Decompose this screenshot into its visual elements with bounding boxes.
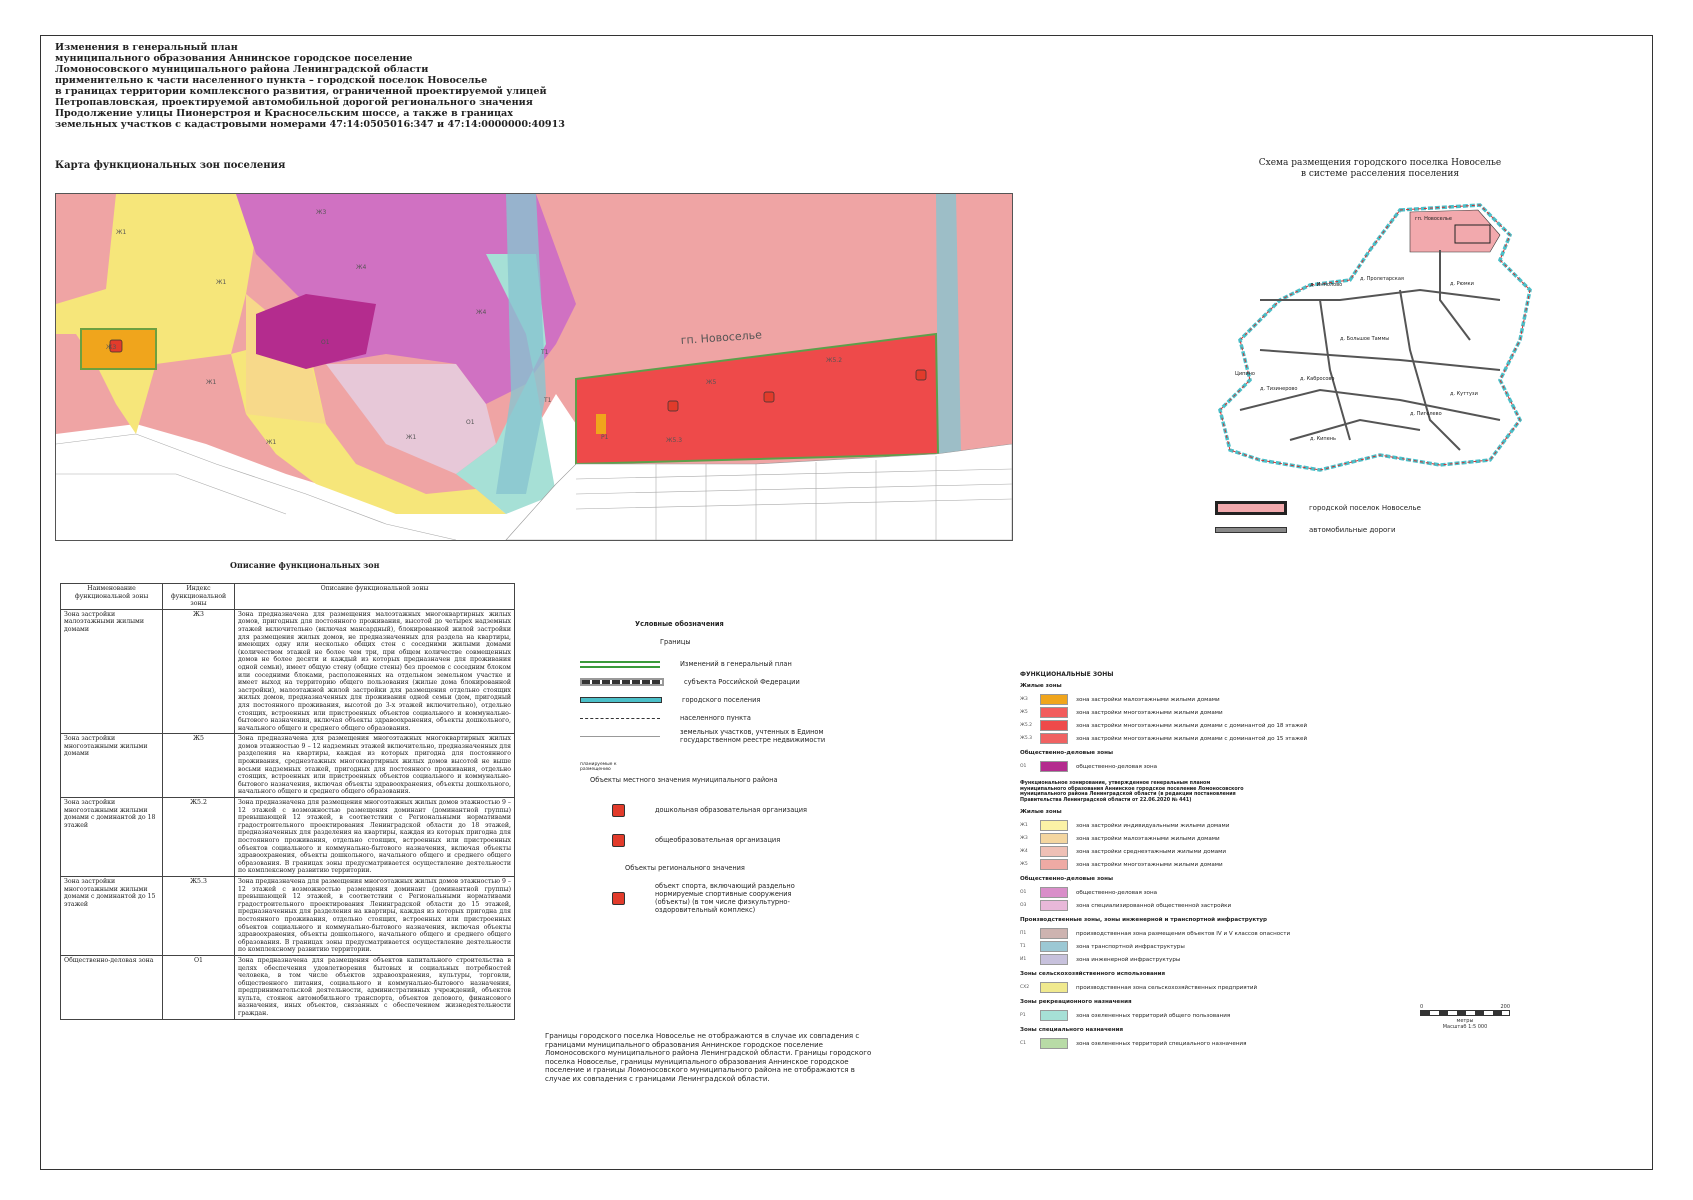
fz-item-swatch (1040, 954, 1068, 965)
map-zone-label: Ж1 (206, 379, 217, 386)
fz-item-label: зона инженерной инфраструктуры (1076, 956, 1181, 963)
legend-boundary-row (580, 710, 880, 726)
fz-item-swatch (1040, 900, 1068, 911)
title-line: в границах территории комплексного развития, ограниченной проектируемой улицей (55, 86, 547, 97)
fz-item (1020, 719, 1320, 732)
legend-boundary-label: субъекта Российской Федерации (684, 678, 800, 686)
title-line: Продолжение улицы Пионерстроя и Красносельским шоссе, а также в границах (55, 108, 513, 119)
schema-title-line1: Схема размещения городского поселка Новоселье (1258, 158, 1502, 168)
fz-item (1020, 981, 1320, 994)
fz-item-code: Ж3 (1020, 836, 1028, 841)
legend-settlement-swatch (1215, 501, 1287, 515)
map-place-label: гп. Новоселье (680, 328, 763, 347)
boundaries-note: Границы городского поселка Новоселье не отображаются в случае их совпадения с границами муниципального образования Аннинское городское поселение Ломоносовского муниципального района Ленинградской области. Границы городского поселка Новоселье, границы муниципального образования Аннинское городское поселение и границы Ломоносовского муниципального района не отображаются в случае их совпадения с границами Ленинградской области. (545, 1032, 872, 1083)
map-zone-label: Ж3 (106, 344, 117, 351)
fz-item (1020, 732, 1320, 745)
fz-item-swatch (1040, 982, 1068, 993)
fz-item-swatch (1040, 928, 1068, 939)
map-zone-label: Ж1 (406, 434, 417, 441)
legend-boundary-label: земельных участков, учтенных в Едином государственном реестре недвижимости (680, 728, 826, 744)
legend-boundary-swatch (580, 736, 660, 737)
fz-item (1020, 1009, 1320, 1022)
schema-title-line2: в системе расселения поселения (1300, 169, 1460, 179)
title-line: применительно к части населенного пункта – городской поселок Новоселье (55, 75, 488, 86)
fz-group-heading: Зоны специального назначения (1020, 1027, 1124, 1033)
fz-item (1020, 927, 1320, 940)
legend-boundary-label: Изменений в генеральный план (680, 660, 792, 668)
legend-object-row (580, 828, 880, 852)
legend-boundary-swatch (580, 697, 662, 703)
fz-item (1020, 845, 1320, 858)
legend-object-row (580, 798, 880, 822)
title-line: Изменения в генеральный план (55, 42, 238, 53)
schema-legend-row (1215, 519, 1421, 541)
fz-item-code: П1 (1020, 931, 1027, 936)
schema-village-label: д. Куттузи (1450, 391, 1478, 397)
fz-item-label: общественно-деловая зона (1076, 763, 1158, 770)
map-zone-label: Ж4 (476, 309, 487, 316)
fz-item-code: Ж4 (1020, 849, 1028, 854)
table-cell-index: Ж5.2 (163, 798, 235, 877)
legend-boundary-row (580, 674, 880, 690)
map-zone-label: Ж1 (116, 229, 127, 236)
fz-item-code: О1 (1020, 890, 1027, 895)
map-zone-label: О1 (321, 339, 330, 346)
sheet-title (55, 42, 655, 130)
fz-item-label: производственная зона сельскохозяйственных предприятий (1076, 984, 1258, 991)
fz-item-swatch (1040, 887, 1068, 898)
legend-boundary-row (580, 692, 880, 708)
map-zone-label: Ж1 (216, 279, 227, 286)
table-cell-text: Зона предназначена для размещения многоэтажных многоквартирных жилых домов этажностью 9 – 12 надземных этажей включительно, предназначенных для разделения на квартиры, каждая из которых пригодна для постоянного проживания, среднеэтажных многоквартирных жилых домов высотой не выше восьми надземных этажей, пригодных для постоянного проживания, отдельно стоящих, встроенных или пристроенных объектов социального и коммунально-бытового назначения, включая объекты здравоохранения, объекты дошкольного, начального общего и среднего общего образования. (235, 734, 515, 798)
legend-boundary-row (580, 728, 880, 744)
title-line: Петропавловская, проектируемой автомобильной дорогой регионального значения (55, 97, 533, 108)
fz-item-label: зона застройки малоэтажными жилыми домами (1076, 835, 1220, 842)
fz-item-label: зона застройки индивидуальными жилыми домами (1076, 822, 1230, 829)
legend-object-row (580, 882, 880, 914)
legend-boundary-swatch (580, 718, 660, 719)
legend-boundary-row (580, 656, 880, 672)
map-zone-label: Ж5.2 (826, 357, 843, 364)
fz-item-label: зона застройки многоэтажными жилыми домами с доминантой до 15 этажей (1076, 735, 1308, 742)
map-zone-label: Т1 (544, 397, 552, 404)
title-line: земельных участков с кадастровыми номерами 47:14:0505016:347 и 47:14:0000000:40913 (55, 119, 565, 130)
map-caption: Карта функциональных зон поселения (55, 160, 286, 171)
map-zone-label: Ж3 (316, 209, 327, 216)
legend-boundary-swatch (580, 678, 664, 686)
object-marker-icon (612, 834, 625, 847)
fz-group-heading: Общественно-деловые зоны (1020, 876, 1114, 882)
legend-road-swatch (1215, 527, 1287, 533)
fz-item (1020, 832, 1320, 845)
table-cell-name: Зона застройки многоэтажными жилыми домами (61, 734, 163, 798)
fz-item-swatch (1040, 941, 1068, 952)
fz-item-label: зона застройки многоэтажными жилыми домами (1076, 709, 1223, 716)
legend-boundary-label: городского поселения (682, 696, 761, 704)
table-row (61, 876, 515, 955)
fz-item-label: зона озелененных территорий специального назначения (1076, 1040, 1247, 1047)
table-cell-index: О1 (163, 955, 235, 1019)
schema-village-label: д. Тизинерово (1260, 386, 1298, 392)
map-zone-label: О1 (466, 419, 475, 426)
fz-note: Функциональное зонирование, утвержденное генеральным планом муниципального образования Аннинское городское поселение Ломоносовского муниципального района Ленинградской области (в редакции постановления Правительства Ленинградской области от 22.06.2020 № 441) (1020, 781, 1244, 803)
schema-legend (1215, 497, 1421, 541)
schema-village-label: д. Пролетарская (1360, 276, 1404, 282)
legend-boundary-swatch (580, 661, 660, 668)
fz-item (1020, 886, 1320, 899)
fz-item-code: С1 (1020, 1041, 1027, 1046)
fz-item-swatch (1040, 707, 1068, 718)
zone-small-orange (596, 414, 606, 434)
fz-item (1020, 706, 1320, 719)
fz-item-label: общественно-деловая зона (1076, 889, 1158, 896)
table-cell-text: Зона предназначена для размещения многоэтажных жилых домов этажностью 9 – 12 этажей с возможностью размещения доминант (доминантной группы) превышающей 12 этажей, в соответствии с Региональными нормативами градостроительного проектирования Ленинградской области до 18 этажей, предназначенных для разделения на квартиры, каждая из которых пригодна для постоянного проживания, отдельно стоящих, встроенных или пристроенных объектов социального и коммунально-бытового назначения, включая объекты здравоохранения, объекты дошкольного, начального общего и среднего общего образования. В границах зоны предусматривается осуществление деятельности по комплексному развитию территории. (235, 798, 515, 877)
fz-item-label: зона застройки малоэтажными жилыми домами (1076, 696, 1220, 703)
table-row (61, 609, 515, 734)
fz-item-label: производственная зона размещения объектов IV и V классов опасности (1076, 930, 1291, 937)
scale-zero: 0 (1420, 1004, 1424, 1010)
scale-graphic (1420, 1010, 1510, 1016)
schema-village-label: д. Кабросово (1300, 376, 1335, 382)
fz-item (1020, 760, 1320, 773)
fz-item (1020, 940, 1320, 953)
fz-item-code: О3 (1020, 903, 1027, 908)
fz-item-label: зона специализированной общественной застройки (1076, 902, 1232, 909)
fz-item (1020, 858, 1320, 871)
scale-unit: метры (1456, 1018, 1474, 1024)
table-row (61, 955, 515, 1019)
map-legend (580, 620, 880, 920)
fz-group-heading: Общественно-деловые зоны (1020, 750, 1114, 756)
map-zone-label: Т1 (541, 349, 549, 356)
fz-item-swatch (1040, 846, 1068, 857)
title-line: Ломоносовского муниципального района Ленинградской области (55, 64, 429, 75)
fz-item-swatch (1040, 820, 1068, 831)
fz-group-heading: Зоны рекреационного назначения (1020, 999, 1132, 1005)
table-header-row (61, 584, 515, 610)
fz-item (1020, 1037, 1320, 1050)
scale-bar (1420, 1004, 1510, 1030)
legend-object-label: дошкольная образовательная организация (655, 806, 807, 814)
zones-description-table (60, 583, 515, 1020)
fz-item (1020, 899, 1320, 912)
fz-item-code: Р1 (1020, 1013, 1026, 1018)
scale-ratio: Масштаб 1:5 000 (1442, 1024, 1488, 1030)
fz-item-label: зона транспортной инфраструктуры (1076, 943, 1185, 950)
legend-boundaries-title: Границы (660, 638, 691, 646)
table-cell-text: Зона предназначена для размещения многоэтажных жилых домов этажностью 9 – 12 этажей с возможностью размещения доминант (доминантной группы) превышающей 12 этажей, в соответствии с Региональными нормативами градостроительного проектирования Ленинградской области до 15 этажей, предназначенных для разделения на квартиры, каждая из которых пригодна для постоянного проживания, отдельно стоящих, встроенных или пристроенных объектов социального и коммунально-бытового назначения, включая объекты здравоохранения, объекты дошкольного, начального общего и среднего общего образования. В границах зоны предусматривается осуществление деятельности по комплексному развитию территории. (235, 876, 515, 955)
header-index: Индекс функциональной зоны (163, 584, 235, 610)
fz-item-swatch (1040, 694, 1068, 705)
fz-item-swatch (1040, 859, 1068, 870)
schema-village-label: д. Большое Таммы (1340, 336, 1390, 342)
legend-regional-title: Объекты регионального значения (625, 864, 745, 872)
object-marker-icon (612, 804, 625, 817)
legend-boundary-label: населенного пункта (680, 714, 751, 722)
fz-group-heading: Производственные зоны, зоны инженерной и транспортной инфраструктур (1020, 917, 1268, 923)
fz-group-heading: Жилые зоны (1020, 809, 1062, 815)
table-row (61, 734, 515, 798)
legend-object-label: общеобразовательная организация (655, 836, 781, 844)
map-zone-label: Р1 (601, 434, 609, 441)
legend-planned-note: планируемые к размещению (580, 762, 617, 772)
schema-village-label: Ципино (1235, 371, 1255, 377)
legend-object-label: объект спорта, включающий раздельно нормируемые спортивные сооружения (объекты) (в том числе физкультурно-оздоровительный комплекс) (655, 882, 795, 914)
legend-local-title: Объекты местного значения муниципального района (590, 776, 778, 784)
fz-item-label: зона озелененных территорий общего пользования (1076, 1012, 1231, 1019)
table-cell-index: Ж3 (163, 609, 235, 734)
map-zone-label: Ж5.3 (666, 437, 683, 444)
schema-village-label: гп. Новоселье (1415, 216, 1452, 222)
schema-village-label: д. Кипень (1310, 436, 1336, 442)
table-cell-name: Зона застройки многоэтажными жилыми домами с доминантой до 15 этажей (61, 876, 163, 955)
fz-item-swatch (1040, 1038, 1068, 1049)
map-zone-label: Ж5 (706, 379, 717, 386)
fz-item-code: Ж1 (1020, 823, 1028, 828)
table-cell-text: Зона предназначена для размещения малоэтажных многоквартирных жилых домов, пригодных для постоянного проживания, высотой до четырех надземных этажей включительно (включая мансардный), блокированной жилой застройки для размещения жилых домов, не предназначенных для раздела на квартиры, имеющих одну или несколько общих стен с соседними жилыми домами (количеством этажей не более чем три, при общем количестве совмещенных домов не более десяти и каждый из которых предназначен для проживания одной семьи), имеет общую стену (общие стены) без проемов с соседним блоком или соседними блоками, расположенных на отдельном земельном участке и имеет выход на территорию общего пользования (жилые дома блокированной застройки), малоэтажной жилой застройки для размещения отдельно стоящих жилых домов, предназначенных для проживания одной семьи (дом, пригодный для постоянного проживания, высотой до 3-х этажей включительно), отдельно стоящих, встроенных или пристроенных объектов социального и коммунально-бытового назначения, включая объекты здравоохранения, объекты дошкольного, начального общего и среднего общего образования. (235, 609, 515, 734)
fz-title: ФУНКЦИОНАЛЬНЫЕ ЗОНЫ (1020, 671, 1114, 678)
fz-item-code: Ж3 (1020, 697, 1028, 702)
fz-item-label: зона застройки среднеэтажными жилыми домами (1076, 848, 1227, 855)
settlement-schema (1200, 190, 1560, 485)
fz-item-code: О1 (1020, 764, 1027, 769)
fz-item-code: СХ2 (1020, 985, 1030, 990)
legend-title: Условные обозначения (635, 620, 724, 628)
fz-item-swatch (1040, 833, 1068, 844)
table-cell-text: Зона предназначена для размещения объектов капитального строительства в целях обеспечения удовлетворения бытовых и социальных потребностей человека, в том числе объектов здравоохранения, культуры, торговли, общественного питания, социального и коммунально-бытового назначения, предпринимательской деятельности, административных учреждений, объектов культа, стоянок автомобильного транспорта, объектов делового, финансового назначения, иных объектов, связанных с обеспечением жизнедеятельности граждан. (235, 955, 515, 1019)
fz-item-code: Ж5.3 (1020, 736, 1033, 741)
fz-item-code: И1 (1020, 957, 1027, 962)
map-svg (56, 194, 1012, 540)
schema-title (1240, 158, 1520, 180)
header-text: Описание функциональной зоны (235, 584, 515, 610)
fz-item-code: Т1 (1020, 944, 1026, 949)
scale-max: 200 (1500, 1004, 1510, 1010)
table-cell-name: Зона застройки малоэтажными жилыми домами (61, 609, 163, 734)
table-cell-name: Общественно-деловая зона (61, 955, 163, 1019)
fz-item (1020, 953, 1320, 966)
table-cell-index: Ж5.3 (163, 876, 235, 955)
fz-item (1020, 819, 1320, 832)
fz-item-code: Ж5.2 (1020, 723, 1033, 728)
schema-legend-row (1215, 497, 1421, 519)
fz-item-swatch (1040, 733, 1068, 744)
legend-road-label: автомобильные дороги (1309, 526, 1396, 534)
fz-item-swatch (1040, 720, 1068, 731)
fz-item-code: Ж5 (1020, 862, 1028, 867)
description-caption: Описание функциональных зон (230, 560, 380, 570)
table-cell-name: Зона застройки многоэтажными жилыми домами с доминантой до 18 этажей (61, 798, 163, 877)
fz-group-heading: Зоны сельскохозяйственного использования (1020, 971, 1166, 977)
object-marker-icon (612, 892, 625, 905)
schema-village-label: д. Пигелево (1410, 411, 1442, 417)
legend-settlement-label: городской поселок Новоселье (1309, 504, 1421, 512)
fz-item-label: зона застройки многоэтажными жилыми домами с доминантой до 18 этажей (1076, 722, 1308, 729)
functional-zones-legend (1020, 666, 1320, 1050)
map-zone-label: Ж4 (356, 264, 367, 271)
table-cell-index: Ж5 (163, 734, 235, 798)
fz-item-swatch (1040, 761, 1068, 772)
table-row (61, 798, 515, 877)
schema-village-label: д. Рюмки (1450, 281, 1474, 287)
title-line: муниципального образования Аннинское городское поселение (55, 53, 413, 64)
fz-item (1020, 693, 1320, 706)
fz-item-label: зона застройки многоэтажными жилыми домами (1076, 861, 1223, 868)
map-zone-label: Ж1 (266, 439, 277, 446)
fz-item-code: Ж5 (1020, 710, 1028, 715)
fz-item-swatch (1040, 1010, 1068, 1021)
schema-village-label: д. Иннолово (1310, 282, 1343, 288)
header-name: Наименование функциональной зоны (61, 584, 163, 610)
fz-group-heading: Жилые зоны (1020, 683, 1062, 689)
functional-zones-map[interactable] (55, 193, 1013, 541)
